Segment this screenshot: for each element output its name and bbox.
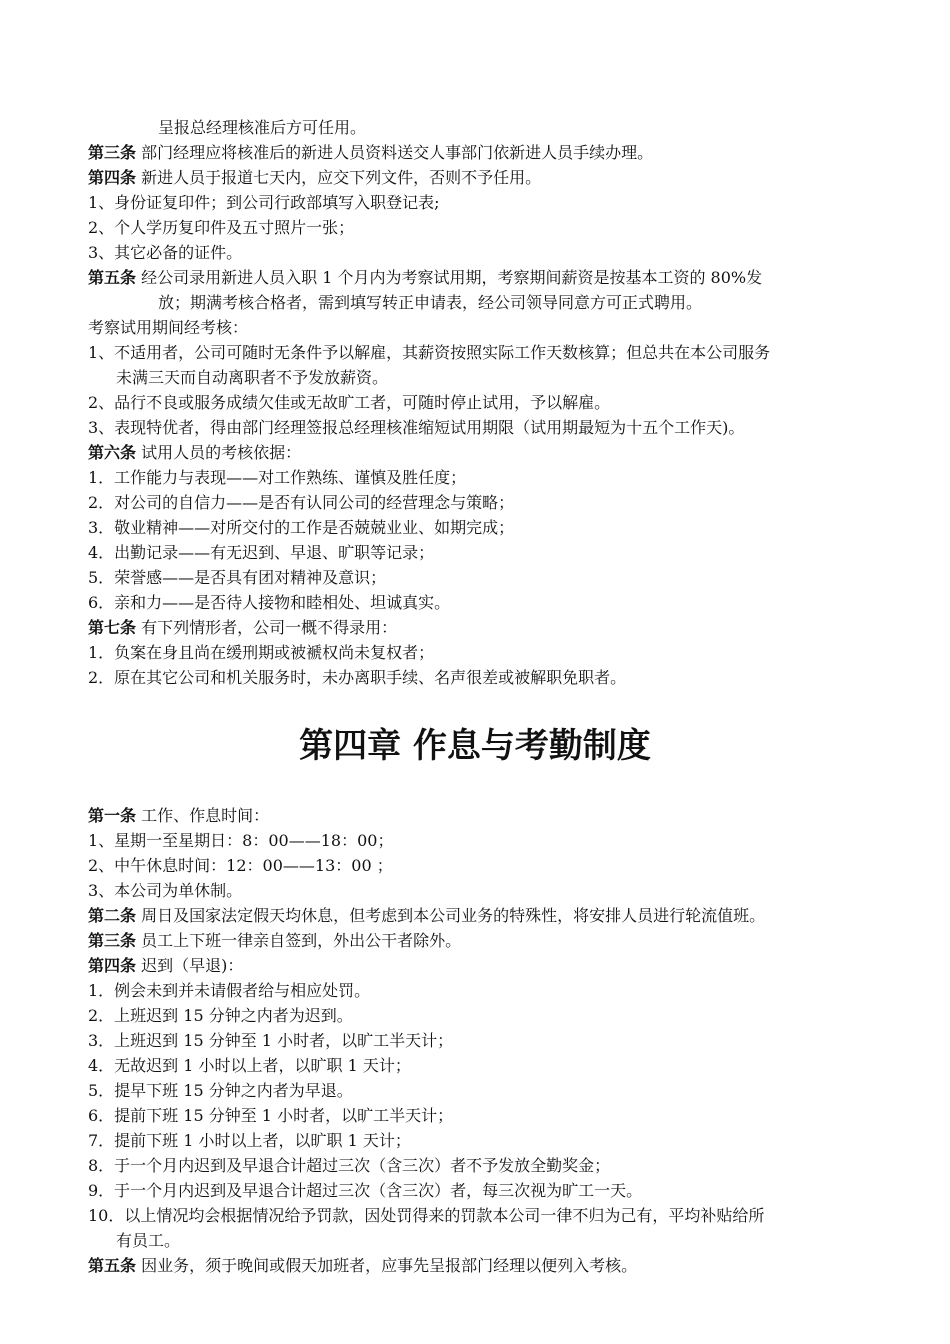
line-text: 1、身份证复印件；到公司行政部填写入职登记表; (88, 193, 440, 212)
text-line (88, 1128, 903, 1153)
article-line (88, 928, 903, 953)
line-text: 4．无故迟到 1 小时以上者，以旷职 1 天计； (88, 1056, 411, 1075)
text-line (88, 565, 903, 590)
line-text: 周日及国家法定假天均休息，但考虑到本公司业务的特殊性，将安排人员进行轮流值班。 (141, 906, 766, 925)
line-text: 1．负案在身且尚在缓刑期或被褫权尚未复权者； (88, 643, 435, 662)
line-text: 2．原在其它公司和机关服务时，未办离职手续、名声很差或被解职免职者。 (88, 668, 627, 687)
article-label: 第五条 (88, 268, 137, 287)
line-text: 员工上下班一律亲自签到，外出公干者除外。 (141, 931, 462, 950)
text-line (88, 215, 903, 240)
text-line (88, 290, 903, 315)
text-line (88, 853, 903, 878)
section-attendance-rules (88, 803, 903, 1278)
article-line (88, 803, 903, 828)
text-line (88, 1153, 903, 1178)
article-line (88, 265, 903, 290)
text-line (88, 315, 903, 340)
line-text: 未满三天而自动离职者不予发放薪资。 (116, 368, 389, 387)
line-text: 呈报总经理核准后方可任用。 (158, 118, 367, 137)
line-text: 4．出勤记录——有无迟到、早退、旷职等记录； (88, 543, 435, 562)
line-text: 2．对公司的自信力——是否有认同公司的经营理念与策略； (88, 493, 515, 512)
line-text: 1．工作能力与表现——对工作熟练、谨慎及胜任度； (88, 468, 467, 487)
line-text: 6．提前下班 15 分钟至 1 小时者，以旷工半天计； (88, 1106, 454, 1125)
article-label: 第三条 (88, 143, 137, 162)
article-line (88, 140, 903, 165)
text-line (88, 540, 903, 565)
text-line (88, 1103, 903, 1128)
article-line (88, 953, 903, 978)
line-text: 6．亲和力——是否待人接物和睦相处、坦诚真实。 (88, 593, 451, 612)
line-text: 因业务，须于晚间或假天加班者，应事先呈报部门经理以便列入考核。 (141, 1256, 638, 1275)
text-line (88, 415, 903, 440)
line-text: 8．于一个月内迟到及早退合计超过三次（含三次）者不予发放全勤奖金； (88, 1156, 611, 1175)
line-text: 试用人员的考核依据： (141, 443, 302, 462)
text-line (88, 978, 903, 1003)
line-text: 2、品行不良或服务成绩欠佳或无故旷工者，可随时停止试用，予以解雇。 (88, 393, 611, 412)
text-line (88, 1178, 903, 1203)
line-text: 5．提早下班 15 分钟之内者为早退。 (88, 1081, 353, 1100)
text-line (88, 1053, 903, 1078)
article-label: 第五条 (88, 1256, 137, 1275)
text-line (88, 1003, 903, 1028)
article-label: 第三条 (88, 931, 137, 950)
article-line (88, 440, 903, 465)
text-line (88, 515, 903, 540)
line-text: 9．于一个月内迟到及早退合计超过三次（含三次）者，每三次视为旷工一天。 (88, 1181, 643, 1200)
line-text: 经公司录用新进人员入职 1 个月内为考察试用期，考察期间薪资是按基本工资的 80%发 (141, 268, 763, 287)
line-text: 新进人员于报道七天内，应交下列文件，否则不予任用。 (141, 168, 542, 187)
text-line (88, 1078, 903, 1103)
line-text: 有员工。 (116, 1231, 181, 1250)
text-line (88, 1228, 903, 1253)
line-text: 有下列情形者，公司一概不得录用： (141, 618, 398, 637)
line-text: 2、中午休息时间：12：00——13：00 ； (88, 856, 393, 875)
text-line (88, 190, 903, 215)
article-label: 第二条 (88, 906, 137, 925)
line-text: 2、个人学历复印件及五寸照片一张； (88, 218, 355, 237)
text-line (88, 390, 903, 415)
line-text: 部门经理应将核准后的新进人员资料送交人事部门依新进人员手续办理。 (141, 143, 654, 162)
line-text: 3．敬业精神——对所交付的工作是否兢兢业业、如期完成； (88, 518, 515, 537)
line-text: 2．上班迟到 15 分钟之内者为迟到。 (88, 1006, 353, 1025)
text-line (88, 665, 903, 690)
line-text: 5．荣誉感——是否具有团对精神及意识； (88, 568, 387, 587)
article-line (88, 615, 903, 640)
article-line (88, 165, 903, 190)
text-line (88, 590, 903, 615)
line-text: 迟到（早退)： (141, 956, 244, 975)
line-text: 3、其它必备的证件。 (88, 243, 243, 262)
text-line (88, 878, 903, 903)
line-text: 考察试用期间经考核： (88, 318, 249, 337)
text-line (88, 365, 903, 390)
text-line (88, 465, 903, 490)
article-line (88, 903, 903, 928)
line-text: 3、本公司为单休制。 (88, 881, 243, 900)
article-label: 第四条 (88, 956, 137, 975)
line-text: 7．提前下班 1 小时以上者，以旷职 1 天计； (88, 1131, 411, 1150)
text-line (88, 640, 903, 665)
line-text: 3．上班迟到 15 分钟至 1 小时者，以旷工半天计； (88, 1031, 454, 1050)
line-text: 放；期满考核合格者，需到填写转正申请表，经公司领导同意方可正式聘用。 (158, 293, 703, 312)
text-line (88, 115, 903, 140)
article-line (88, 1253, 903, 1278)
section-hiring-rules (88, 115, 903, 690)
article-label: 第六条 (88, 443, 137, 462)
line-text: 1．例会未到并未请假者给与相应处罚。 (88, 981, 371, 1000)
text-line (88, 1028, 903, 1053)
text-line (88, 1203, 903, 1228)
text-line (88, 490, 903, 515)
chapter-title: 第四章 作息与考勤制度 (299, 726, 651, 766)
text-line (88, 340, 903, 365)
text-line (88, 240, 903, 265)
text-line (88, 828, 903, 853)
line-text: 工作、作息时间： (141, 806, 270, 825)
line-text: 1、星期一至星期日：8：00——18：00； (88, 831, 394, 850)
article-label: 第七条 (88, 618, 137, 637)
article-label: 第四条 (88, 168, 137, 187)
line-text: 10．以上情况均会根据情况给予罚款，因处罚得来的罚款本公司一律不归为己有，平均补贴给所 (88, 1206, 765, 1225)
line-text: 3、表现特优者，得由部门经理签报总经理核准缩短试用期限（试用期最短为十五个工作天)。 (88, 418, 745, 437)
line-text: 1、不适用者，公司可随时无条件予以解雇，其薪资按照实际工作天数核算；但总共在本公司服务 (88, 343, 771, 362)
article-label: 第一条 (88, 806, 137, 825)
